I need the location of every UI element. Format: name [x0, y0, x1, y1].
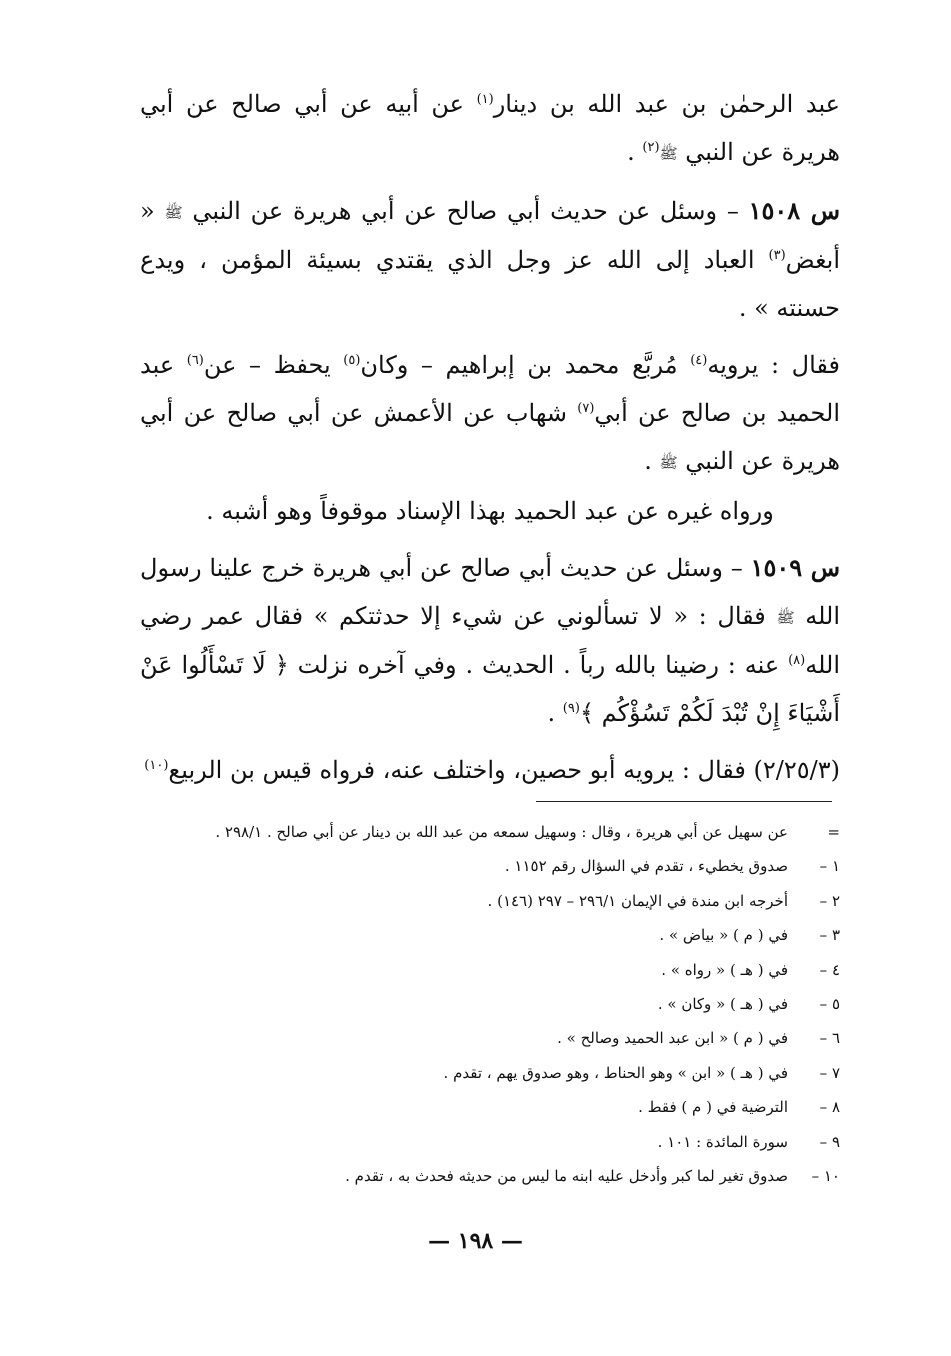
paragraph — [140, 746, 840, 794]
paragraph — [140, 341, 840, 487]
footnote-marker: (٥) — [343, 353, 361, 368]
footnote-number: ١ – — [819, 857, 840, 876]
text-run: شهاب عن الأعمش عن أبي صالح عن أبي هريرة عن النبي — [140, 399, 840, 475]
footnote-number: ٤ – — [819, 960, 840, 979]
text-run: . — [627, 138, 643, 166]
footnote — [140, 953, 840, 987]
text-run: يحفظ – عن — [203, 351, 344, 379]
salawat-glyph: ﷺ — [659, 453, 678, 472]
footnote-number: ٩ – — [819, 1132, 840, 1151]
text-run: – وسئل عن حديث أبي صالح عن أبي هريرة خرج علينا رسول الله — [140, 553, 841, 630]
text-run: العباد إلى الله عز وجل الذي يقتدي بسيئة المؤمن ، ويدع حسنته » . — [140, 246, 840, 322]
paragraph — [140, 544, 840, 738]
footnote-text: صدوق تغير لما كبر وأدخل عليه ابنه ما ليس من حديثه فحدث به ، تقدم . — [345, 1166, 788, 1185]
footnote — [140, 1090, 840, 1124]
footnote-marker: (١) — [476, 92, 494, 107]
footnote — [140, 1021, 840, 1055]
footnote — [140, 849, 840, 883]
paragraph — [140, 80, 840, 178]
text-run: . — [644, 447, 660, 475]
text-run: « أبغض — [140, 196, 840, 274]
footnote-text: صدوق يخطيء ، تقدم في السؤال رقم ١١٥٢ . — [504, 857, 788, 876]
footnote-text: أخرجه ابن مندة في الإيمان ٢٩٦/١ – ٢٩٧ (١٤٦) . — [487, 891, 788, 910]
question-number: س ١٥٠٨ — [748, 195, 840, 225]
text-run: فقال : « لا تسألوني عن شيء إلا حدثتكم » فقال عمر رضي الله — [140, 601, 840, 679]
footnote — [140, 987, 840, 1021]
footnote-marker: (٣) — [768, 248, 786, 263]
text-run: ورواه غيره عن عبد الحميد بهذا الإسناد موقوفاً وهو أشبه . — [206, 496, 774, 525]
text-run: عبد الحميد بن صالح عن أبي — [140, 351, 840, 427]
footnote-marker: (٧) — [577, 401, 595, 416]
footnote-number: ٦ – — [819, 1029, 840, 1048]
salawat-glyph: ﷺ — [164, 203, 183, 221]
footnote-text: في ( هـ ) « وكان » . — [657, 994, 788, 1013]
text-run: عبد الرحمٰن بن عبد الله بن دينار — [493, 90, 841, 118]
text-run: فقال : يرويه — [707, 351, 840, 379]
footnote-separator — [536, 801, 832, 802]
text-run: (٢/٢٥/٣) فقال : يرويه أبو حصين، واختلف عنه، فرواه قيس بن الربيع — [168, 756, 840, 784]
footnote-text: عن سهيل عن أبي هريرة ، وقال : وسهيل سمعه من عبد الله بن دينار عن أبي صالح . ٢٩٨/١ . — [215, 823, 788, 841]
salawat-glyph: ﷺ — [776, 608, 795, 626]
text-run: – وسئل عن حديث أبي صالح عن أبي هريرة عن النبي — [182, 196, 749, 225]
main-text — [140, 80, 840, 794]
footnote — [140, 815, 840, 849]
footnote — [140, 1159, 840, 1193]
footnote-text: في ( م ) « ابن عبد الحميد وصالح » . — [557, 1029, 788, 1048]
paragraph — [140, 187, 840, 333]
footnote-number: ٢ – — [819, 891, 840, 910]
footnote-text: في ( م ) « بياض » . — [659, 926, 788, 945]
text-run: مُربَّع محمد بن إبراهيم – وكان — [360, 351, 691, 379]
footnote-marker: (٤) — [690, 353, 708, 368]
footnote-marker: (٦) — [186, 353, 204, 368]
footnote-number: ٣ – — [819, 926, 840, 945]
footnote-marker: (٢) — [642, 140, 660, 155]
footnote — [140, 918, 840, 952]
footnote-number: ١٠ – — [811, 1166, 840, 1185]
footnote — [140, 1125, 840, 1159]
footnote — [140, 1056, 840, 1090]
footnotes — [140, 815, 840, 1193]
footnote-text: الترضية في ( م ) فقط . — [638, 1098, 788, 1117]
footnote-text: في ( هـ ) « رواه » . — [661, 960, 788, 979]
footnote-number: = — [827, 823, 840, 841]
page-number: — ١٩٨ — — [428, 1228, 523, 1254]
footnote-number: ٥ – — [819, 994, 840, 1013]
footnote-marker: (٩) — [562, 701, 580, 716]
question-number: س ١٥٠٩ — [750, 552, 840, 582]
footnote-number: ٧ – — [819, 1063, 840, 1082]
text-run: عن أبيه عن أبي صالح عن أبي هريرة عن النبي — [140, 90, 840, 166]
salawat-glyph: ﷺ — [659, 144, 678, 163]
text-run: عنه : رضينا بالله رباً . الحديث . وفي آخره نزلت ﴿ لَا تَسْأَلُوا عَنْ أَشْيَاءَ إِنْ تُبْدَ لَكُمْ تَسُؤْكُم ﴾ — [140, 651, 840, 727]
footnote-number: ٨ – — [819, 1098, 840, 1117]
footnote-text: سورة المائدة : ١٠١ . — [657, 1132, 788, 1151]
paragraph — [140, 487, 840, 535]
footnote-text: في ( هـ ) « ابن » وهو الحناط ، وهو صدوق يهم ، تقدم . — [443, 1063, 788, 1082]
text-run: . — [547, 699, 563, 727]
footnote-marker: (١٠) — [144, 758, 169, 773]
footnote — [140, 884, 840, 918]
footnote-marker: (٨) — [788, 653, 806, 668]
